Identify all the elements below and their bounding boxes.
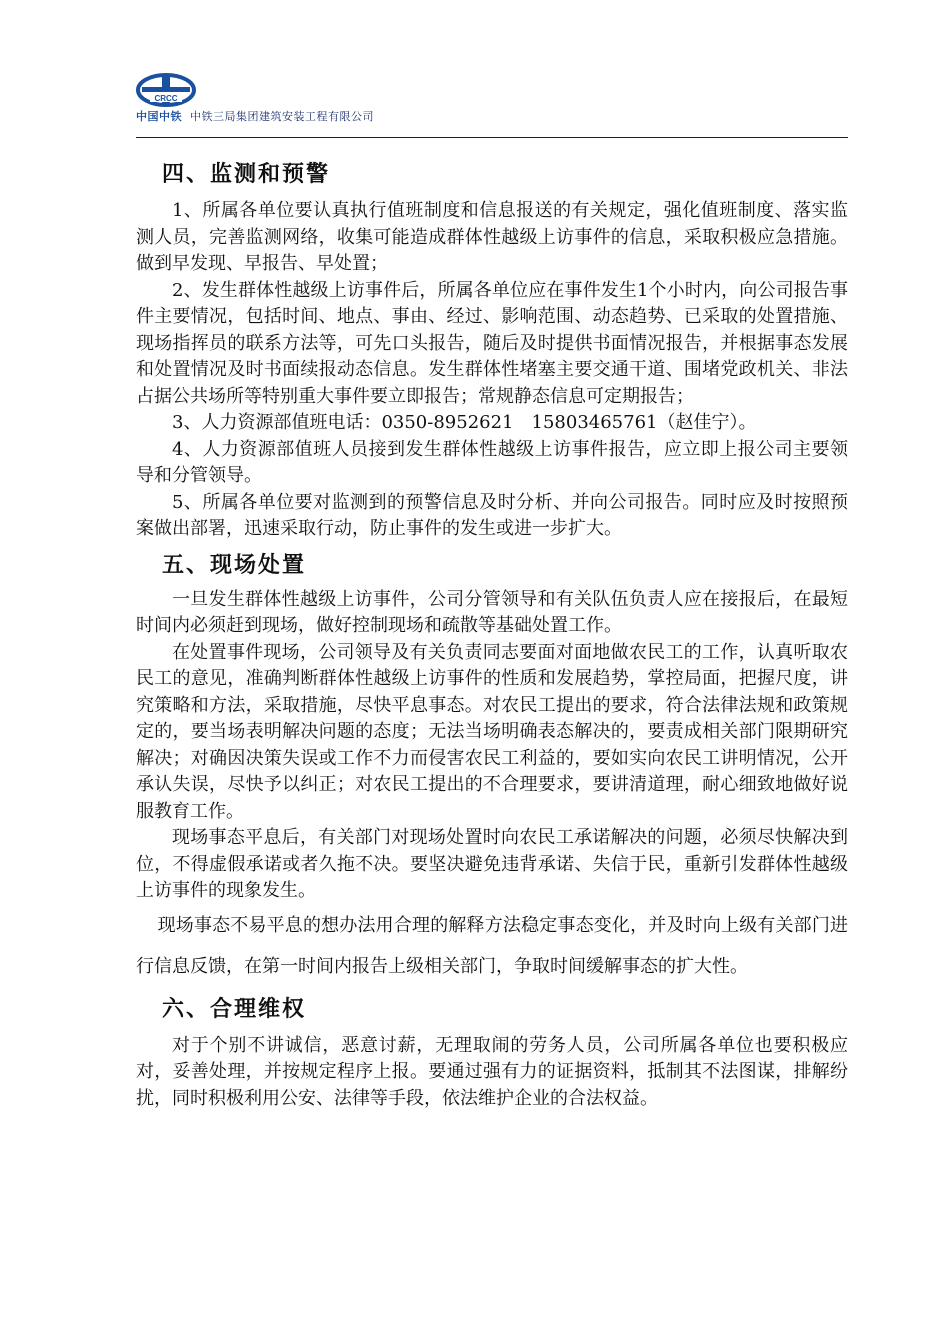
header-company-line	[136, 108, 374, 124]
company-name: 中铁三局集团建筑安装工程有限公司	[190, 110, 374, 123]
paragraph: 4、人力资源部值班人员接到发生群体性越级上访事件报告，应立即上报公司主要领导和分管领导。	[136, 438, 848, 486]
section-title-rights: 六、合理维权	[162, 996, 307, 1022]
svg-text:CRCC: CRCC	[154, 94, 178, 103]
paragraph: 现场事态平息后，有关部门对现场处置时向农民工承诺解决的问题，必须尽快解决到位，不得虚假承诺或者久拖不决。要坚决避免违背承诺、失信于民，重新引发群体性越级上访事件的现象发生。	[136, 827, 848, 901]
header-divider	[136, 137, 848, 138]
page-header	[136, 70, 848, 140]
paragraph: 一旦发生群体性越级上访事件，公司分管领导和有关队伍负责人应在接报后，在最短时间内必须赶到现场，做好控制现场和疏散等基础处置工作。	[136, 588, 848, 636]
paragraph: 3、人力资源部值班电话：0350-8952621 15803465761（赵佳宁）。	[172, 412, 757, 433]
paragraph: 2、发生群体性越级上访事件后，所属各单位应在事件发生1个小时内，向公司报告事件主要情况，包括时间、地点、事由、经过、影响范围、动态趋势、已采取的处置措施、现场指挥员的联系方法等，可先口头报告，随后及时提供书面情况报告，并根据事态发展和处置情况及时书面续报动态信息。发生群体性堵塞主要交通干道、围堵党政机关、非法占据公共场所等特别重大事件要立即报告；常规静态信息可定期报告；	[136, 279, 848, 407]
paragraph: 5、所属各单位要对监测到的预警信息及时分析、并向公司报告。同时应及时按照预案做出部署，迅速采取行动，防止事件的发生或进一步扩大。	[136, 491, 848, 539]
company-logo-icon	[136, 70, 196, 110]
section-title-onsite: 五、现场处置	[162, 552, 307, 578]
paragraph: 现场事态不易平息的想办法用合理的解释方法稳定事态变化，并及时向上级有关部门进行信息反馈，在第一时间内报告上级相关部门，争取时间缓解事态的扩大性。	[136, 914, 848, 977]
paragraph: 在处置事件现场，公司领导及有关负责同志要面对面地做农民工的工作，认真听取农民工的意见，准确判断群体性越级上访事件的性质和发展趋势，掌控局面，把握尺度，讲究策略和方法，采取措施，尽快平息事态。对农民工提出的要求，符合法律法规和政策规定的，要当场表明解决问题的态度；无法当场明确表态解决的，要责成相关部门限期研究解决；对确因决策失误或工作不力而侵害农民工利益的，要如实向农民工讲明情况，公开承认失误，尽快予以纠正；对农民工提出的不合理要求，要讲清道理，耐心细致地做好说服教育工作。	[136, 641, 848, 822]
brand-name: 中国中铁	[136, 110, 182, 123]
paragraph: 1、所属各单位要认真执行值班制度和信息报送的有关规定，强化值班制度、落实监测人员，完善监测网络，收集可能造成群体性越级上访事件的信息，采取积极应急措施。做到早发现、早报告、早处置；	[136, 200, 848, 274]
paragraph: 对于个别不讲诚信，恶意讨薪，无理取闹的劳务人员，公司所属各单位也要积极应对，妥善处理，并按规定程序上报。要通过强有力的证据资料，抵制其不法图谋，排解纷扰，同时积极利用公安、法律等手段，依法维护企业的合法权益。	[136, 1034, 848, 1109]
document-body	[136, 158, 848, 1112]
section-title-monitoring: 四、监测和预警	[162, 162, 331, 187]
